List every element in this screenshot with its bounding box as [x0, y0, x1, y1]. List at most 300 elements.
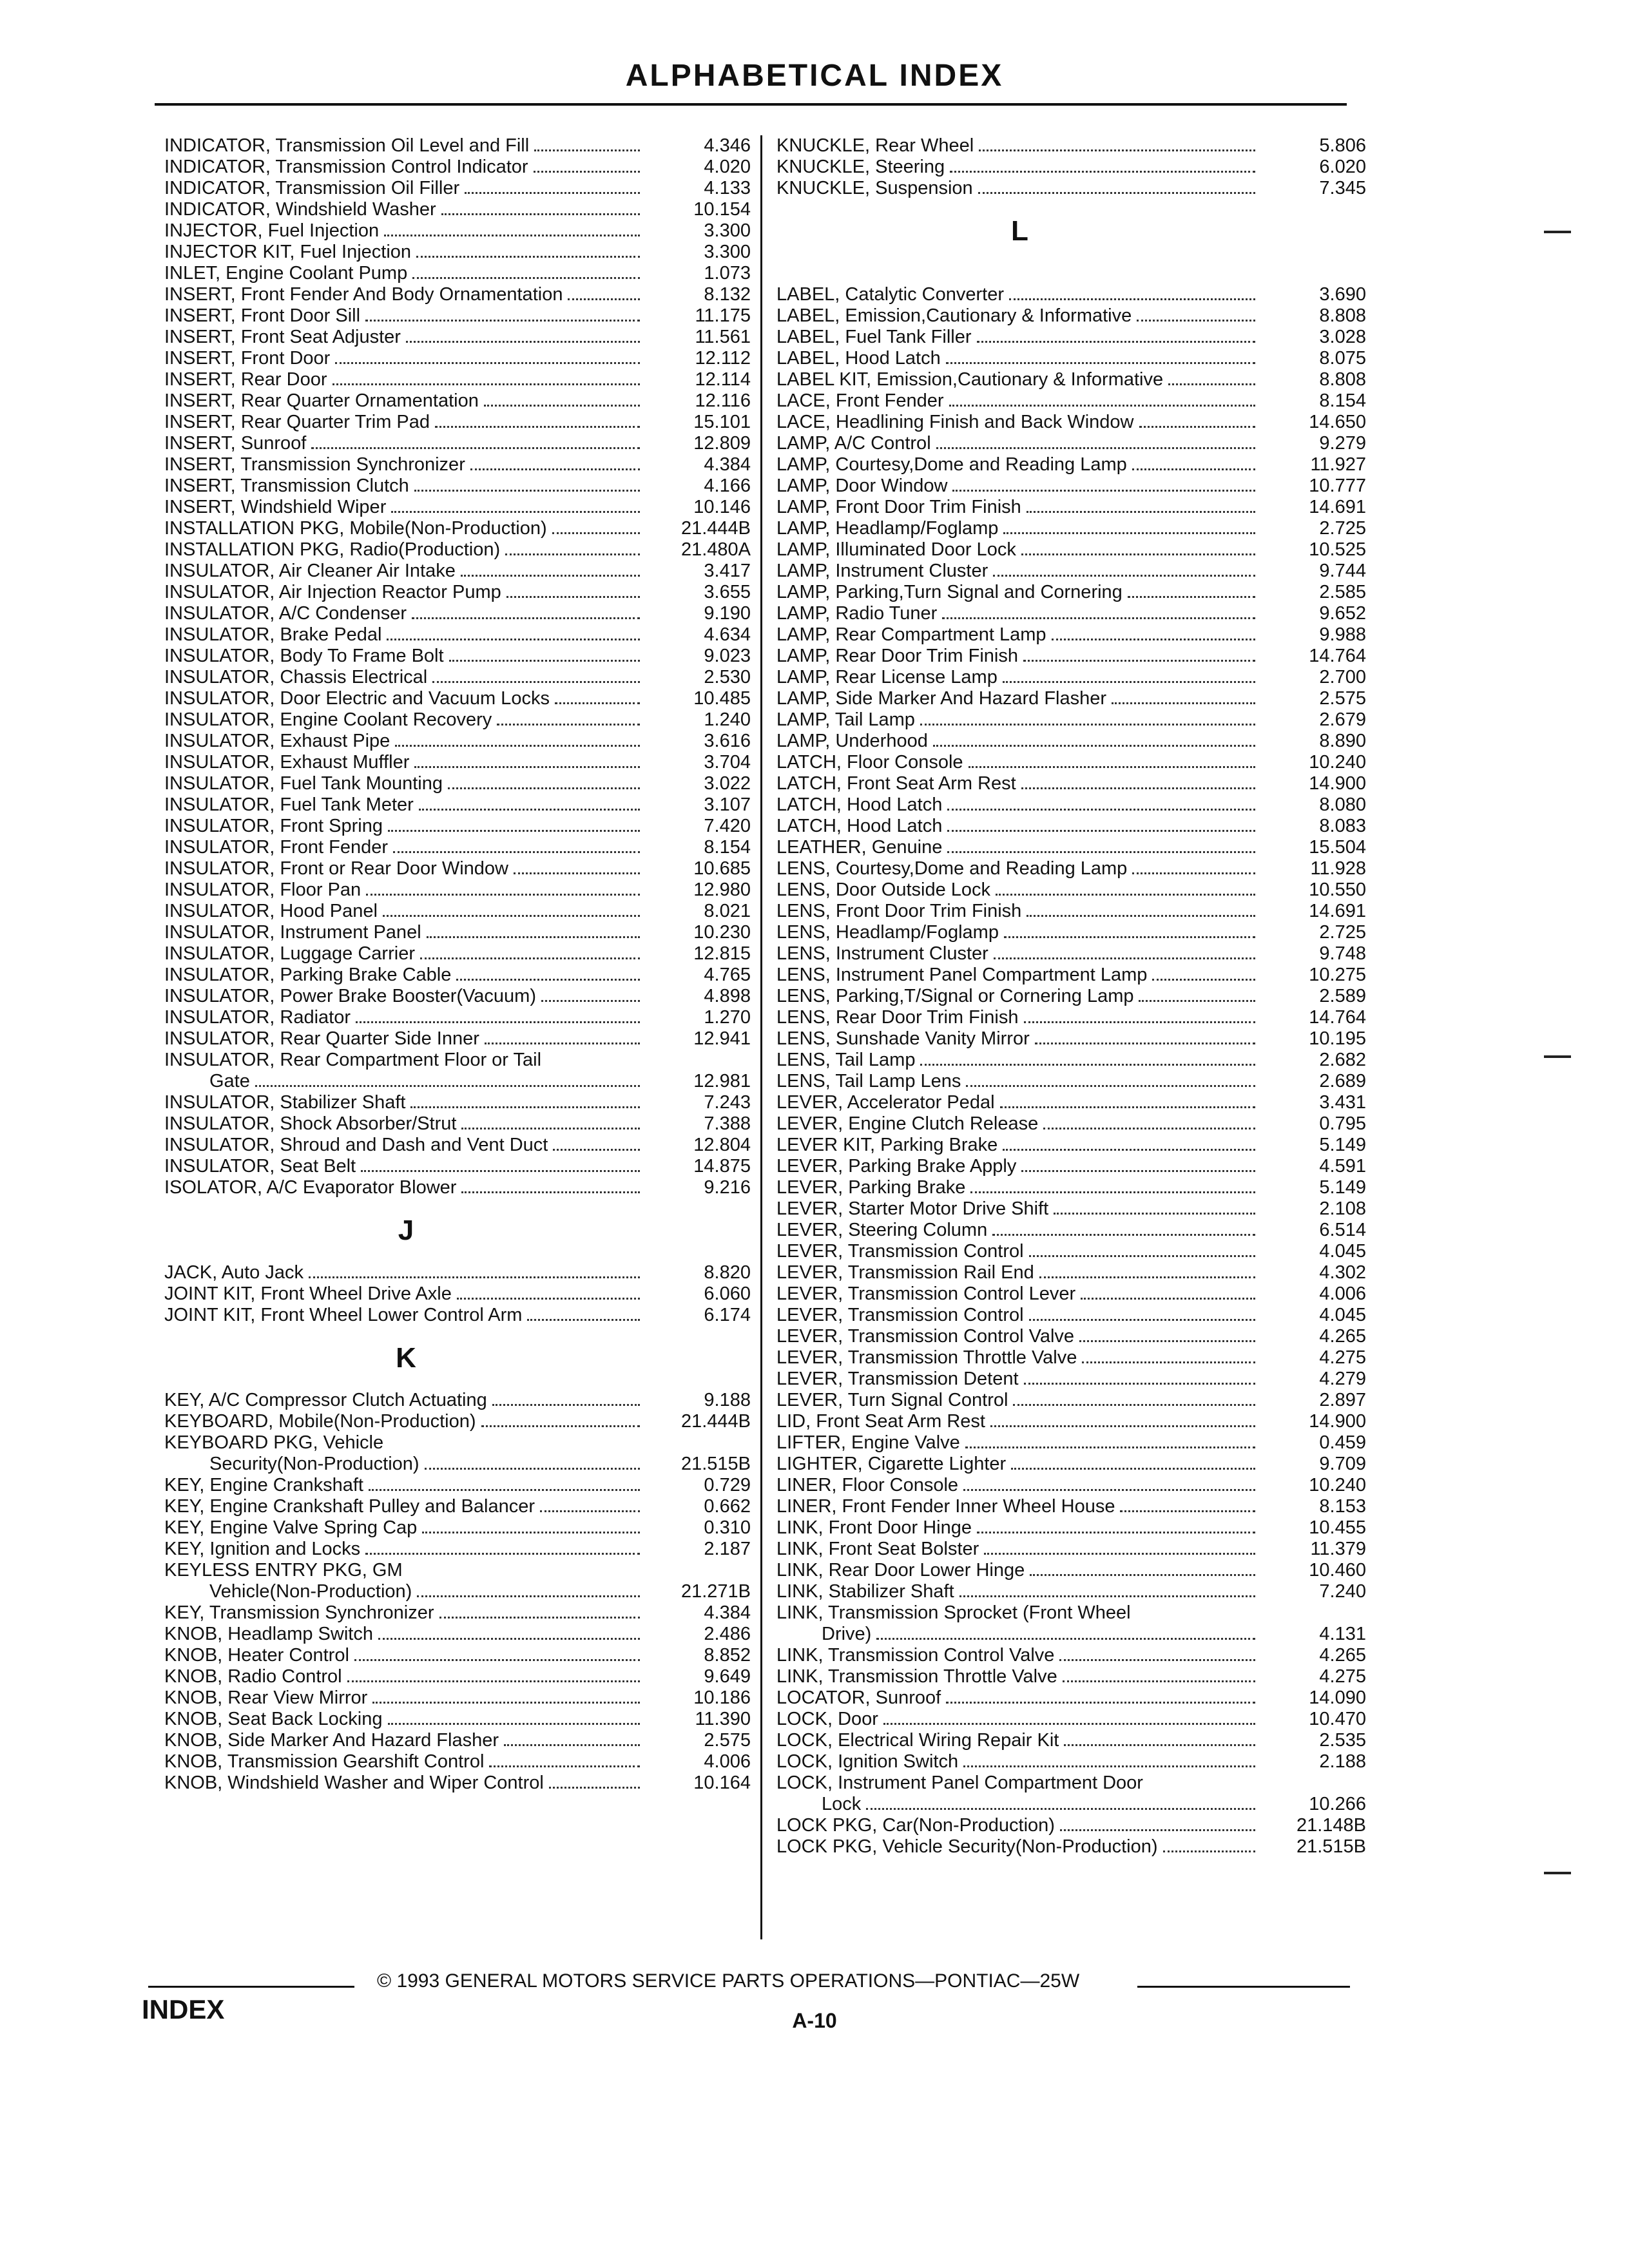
- index-entry: [164, 816, 751, 837]
- index-entry: [164, 539, 751, 561]
- entry-reference: 1.270: [704, 1007, 751, 1028]
- entry-name: KNOB, Windshield Washer and Wiper Control: [164, 1773, 544, 1793]
- entry-reference: 1.240: [704, 709, 751, 730]
- entry-reference: 10.470: [1309, 1709, 1366, 1729]
- entry-reference: 8.820: [704, 1262, 751, 1283]
- dot-leader: [366, 894, 640, 896]
- dot-leader: [1024, 1383, 1255, 1385]
- index-entry: [164, 858, 751, 879]
- entry-reference: 10.460: [1309, 1560, 1366, 1581]
- entry-reference: 11.175: [695, 305, 751, 326]
- dot-leader: [1021, 787, 1255, 789]
- entry-name: LOCK, Ignition Switch: [776, 1751, 959, 1772]
- entry-reference: 0.795: [1319, 1113, 1366, 1134]
- index-entry: [164, 1092, 751, 1113]
- dot-leader: [540, 1510, 640, 1512]
- index-entry: [776, 1198, 1366, 1220]
- entry-name: LENS, Headlamp/Foglamp: [776, 922, 999, 943]
- dot-leader: [950, 171, 1255, 173]
- entry-name: INSULATOR, Exhaust Pipe: [164, 731, 390, 751]
- entry-name: Lock: [822, 1794, 862, 1814]
- index-entry: [776, 1815, 1366, 1836]
- index-entry: [776, 518, 1366, 539]
- index-entry: [164, 1539, 751, 1560]
- index-entry: [776, 497, 1366, 518]
- entry-name: KEY, Ignition and Locks: [164, 1539, 361, 1559]
- entry-name: LEVER, Starter Motor Drive Shift: [776, 1198, 1049, 1219]
- dot-leader: [1027, 511, 1255, 513]
- entry-name: LENS, Courtesy,Dome and Reading Lamp: [776, 858, 1128, 879]
- dot-leader: [541, 1000, 640, 1002]
- dot-leader: [1132, 872, 1255, 874]
- index-column-left: [164, 135, 751, 1794]
- index-entry: [776, 582, 1366, 603]
- entry-name: INSERT, Rear Door: [164, 369, 327, 390]
- entry-name: JACK, Auto Jack: [164, 1262, 304, 1283]
- index-entry: [776, 1517, 1366, 1539]
- margin-tick-mark: [1544, 1055, 1571, 1058]
- column-divider: [760, 135, 762, 1939]
- entry-name: KNUCKLE, Suspension: [776, 178, 973, 198]
- index-entry: [776, 135, 1366, 157]
- entry-reference: 5.149: [1319, 1177, 1366, 1198]
- entry-name: INSULATOR, Chassis Electrical: [164, 667, 428, 687]
- dot-leader: [432, 681, 640, 683]
- index-entry: [776, 1241, 1366, 1262]
- entry-reference: 10.146: [693, 497, 751, 517]
- index-entry: [776, 1305, 1366, 1326]
- entry-reference: 21.515B: [1296, 1836, 1366, 1857]
- dot-leader: [1163, 1850, 1255, 1852]
- entry-name: INSERT, Rear Quarter Ornamentation: [164, 390, 479, 411]
- dot-leader: [1021, 1170, 1255, 1172]
- index-entry: [164, 561, 751, 582]
- title-divider: [155, 103, 1347, 106]
- section-letter-heading: L: [1011, 215, 1028, 247]
- entry-name: INDICATOR, Transmission Control Indicator: [164, 157, 528, 177]
- entry-reference: 0.729: [704, 1475, 751, 1495]
- index-entry: [164, 1730, 751, 1751]
- dot-leader: [506, 596, 640, 598]
- dot-leader: [883, 1723, 1255, 1725]
- entry-name: KEY, Transmission Synchronizer: [164, 1602, 434, 1623]
- dot-leader: [365, 320, 640, 322]
- entry-name: KEY, Engine Valve Spring Cap: [164, 1517, 418, 1538]
- entry-name: LEVER, Engine Clutch Release: [776, 1113, 1039, 1134]
- entry-reference: 9.190: [704, 603, 751, 624]
- index-entry: [776, 1071, 1366, 1092]
- entry-name: KEY, Engine Crankshaft Pulley and Balancer: [164, 1496, 535, 1517]
- entry-name: LOCK, Electrical Wiring Repair Kit: [776, 1730, 1059, 1751]
- dot-leader: [354, 1659, 640, 1661]
- entry-reference: 8.083: [1319, 816, 1366, 836]
- index-entry: [776, 1581, 1366, 1602]
- index-entry: [776, 922, 1366, 943]
- entry-name: LAMP, Rear License Lamp: [776, 667, 998, 687]
- index-entry: [776, 1156, 1366, 1177]
- dot-leader: [933, 745, 1255, 747]
- index-entry: [164, 199, 751, 220]
- entry-name: LEVER, Transmission Control: [776, 1241, 1024, 1262]
- entry-reference: 5.149: [1319, 1135, 1366, 1155]
- index-entry: [164, 1517, 751, 1539]
- index-entry: [776, 965, 1366, 986]
- entry-reference: 3.690: [1319, 284, 1366, 305]
- entry-reference: 7.420: [704, 816, 751, 836]
- entry-name: LOCK PKG, Vehicle Security(Non-Production): [776, 1836, 1158, 1857]
- entry-name: LINK, Front Door Hinge: [776, 1517, 972, 1538]
- dot-leader: [965, 1446, 1255, 1448]
- dot-leader: [1139, 426, 1256, 428]
- index-entry: [776, 178, 1366, 199]
- dot-leader: [456, 979, 640, 981]
- entry-reference: 2.679: [1319, 709, 1366, 730]
- index-entry: [776, 1432, 1366, 1454]
- index-entry: [164, 922, 751, 943]
- entry-name: INSULATOR, Luggage Carrier: [164, 943, 415, 964]
- entry-reference: 9.748: [1319, 943, 1366, 964]
- dot-leader: [1139, 1000, 1255, 1002]
- entry-name: LEVER, Transmission Detent: [776, 1369, 1019, 1389]
- section-letter-heading: J: [398, 1215, 414, 1246]
- entry-reference: 12.114: [695, 369, 751, 390]
- dot-leader: [979, 149, 1255, 151]
- entry-name: INSULATOR, A/C Condenser: [164, 603, 407, 624]
- dot-leader: [963, 1489, 1255, 1491]
- index-entry: [164, 135, 751, 157]
- dot-leader: [378, 1638, 640, 1640]
- entry-reference: 12.804: [693, 1135, 751, 1155]
- entry-reference: 4.279: [1319, 1369, 1366, 1389]
- entry-name: Drive): [822, 1624, 872, 1644]
- entry-name: INSULATOR, Hood Panel: [164, 901, 378, 921]
- index-entry: [776, 986, 1366, 1007]
- dot-leader: [422, 1532, 640, 1533]
- dot-leader: [946, 362, 1255, 364]
- entry-reference: 10.230: [693, 922, 751, 943]
- dot-leader: [412, 277, 640, 279]
- entry-reference: 0.459: [1319, 1432, 1366, 1453]
- entry-name: INSULATOR, Parking Brake Cable: [164, 965, 452, 985]
- entry-name: INSULATOR, Floor Pan: [164, 879, 361, 900]
- entry-reference: 14.875: [693, 1156, 751, 1177]
- entry-reference: 4.045: [1319, 1305, 1366, 1325]
- entry-reference: 14.900: [1309, 773, 1366, 794]
- entry-name: LAMP, Front Door Trim Finish: [776, 497, 1021, 517]
- index-entry: [164, 369, 751, 390]
- entry-name: LATCH, Front Seat Arm Rest: [776, 773, 1016, 794]
- index-entry: [776, 1560, 1366, 1581]
- entry-reference: 6.060: [704, 1283, 751, 1304]
- entry-name: LOCK, Door: [776, 1709, 878, 1729]
- index-entry: [164, 242, 751, 263]
- entry-name: INSULATOR, Rear Compartment Floor or Tail: [164, 1050, 542, 1070]
- entry-name: LOCK PKG, Car(Non-Production): [776, 1815, 1055, 1836]
- index-entry: [776, 1283, 1366, 1305]
- dot-leader: [1003, 1149, 1255, 1151]
- dot-leader: [1011, 1468, 1255, 1470]
- entry-reference: 15.101: [693, 412, 751, 432]
- entry-name: INSULATOR, Door Electric and Vacuum Locks: [164, 688, 550, 709]
- entry-name: KNUCKLE, Steering: [776, 157, 945, 177]
- entry-name: LAMP, Headlamp/Foglamp: [776, 518, 999, 539]
- index-entry: [776, 837, 1366, 858]
- entry-reference: 4.020: [704, 157, 751, 177]
- dot-leader: [414, 766, 640, 768]
- entry-name: INSERT, Front Door Sill: [164, 305, 361, 326]
- dot-leader: [977, 341, 1256, 343]
- entry-name: JOINT KIT, Front Wheel Drive Axle: [164, 1283, 452, 1304]
- entry-name: LEVER, Transmission Control Valve: [776, 1326, 1075, 1347]
- entry-reference: 8.808: [1319, 369, 1366, 390]
- index-entry: [164, 284, 751, 305]
- entry-reference: 12.941: [693, 1028, 751, 1049]
- entry-name: INSULATOR, Fuel Tank Mounting: [164, 773, 443, 794]
- dot-leader: [866, 1808, 1255, 1810]
- index-entry: [776, 646, 1366, 667]
- index-entry: [776, 943, 1366, 965]
- index-entry: [776, 1326, 1366, 1347]
- entry-name: KNOB, Headlamp Switch: [164, 1624, 373, 1644]
- dot-leader: [978, 192, 1255, 194]
- dot-leader: [1043, 1128, 1255, 1129]
- entry-name: INSTALLATION PKG, Mobile(Non-Production): [164, 518, 547, 539]
- dot-leader: [361, 1170, 640, 1172]
- index-entry: [164, 1390, 751, 1411]
- index-entry: [776, 1539, 1366, 1560]
- entry-name: LEVER, Transmission Rail End: [776, 1262, 1034, 1283]
- entry-reference: 4.384: [704, 454, 751, 475]
- dot-leader: [416, 256, 640, 258]
- entry-reference: 10.186: [693, 1687, 751, 1708]
- entry-reference: 12.809: [693, 433, 751, 454]
- entry-reference: 21.444B: [680, 1411, 751, 1432]
- entry-name: LENS, Rear Door Trim Finish: [776, 1007, 1019, 1028]
- entry-reference: 14.090: [1309, 1687, 1366, 1708]
- index-entry: [164, 1156, 751, 1177]
- dot-leader: [425, 1468, 640, 1470]
- entry-reference: 2.725: [1319, 518, 1366, 539]
- entry-name: JOINT KIT, Front Wheel Lower Control Arm: [164, 1305, 523, 1325]
- entry-reference: 2.575: [704, 1730, 751, 1751]
- index-entry: [164, 1432, 751, 1454]
- entry-name: LAMP, Instrument Cluster: [776, 561, 988, 581]
- entry-name: LEVER, Transmission Control Lever: [776, 1283, 1076, 1304]
- index-entry: [164, 582, 751, 603]
- index-entry: [776, 433, 1366, 454]
- entry-name: INSERT, Sunroof: [164, 433, 307, 454]
- index-entry: [776, 794, 1366, 816]
- index-entry: [164, 390, 751, 412]
- entry-reference: 4.265: [1319, 1326, 1366, 1347]
- entry-name: LAMP, Rear Door Trim Finish: [776, 646, 1018, 666]
- index-entry: [164, 1581, 751, 1602]
- dot-leader: [419, 809, 640, 811]
- index-entry: [776, 1390, 1366, 1411]
- entry-name: LEVER, Accelerator Pedal: [776, 1092, 995, 1113]
- entry-name: LEATHER, Genuine: [776, 837, 943, 858]
- entry-name: LEVER, Parking Brake: [776, 1177, 966, 1198]
- dot-leader: [966, 1085, 1255, 1087]
- index-entry: [164, 305, 751, 327]
- dot-leader: [489, 1765, 640, 1767]
- entry-reference: 4.898: [704, 986, 751, 1006]
- index-entry: [776, 731, 1366, 752]
- index-entry: [164, 1709, 751, 1730]
- dot-leader: [461, 575, 640, 577]
- entry-name: LEVER, Turn Signal Control: [776, 1390, 1008, 1410]
- entry-name: LENS, Door Outside Lock: [776, 879, 991, 900]
- index-entry: [164, 1687, 751, 1709]
- entry-reference: 4.006: [704, 1751, 751, 1772]
- entry-name: INJECTOR KIT, Fuel Injection: [164, 242, 412, 262]
- index-entry: [164, 794, 751, 816]
- index-entry: [164, 1666, 751, 1687]
- entry-name: KEYBOARD PKG, Vehicle: [164, 1432, 384, 1453]
- entry-reference: 10.550: [1309, 879, 1366, 900]
- dot-leader: [994, 957, 1255, 959]
- entry-reference: 21.148B: [1296, 1815, 1366, 1836]
- index-entry: [164, 263, 751, 284]
- index-entry: [164, 1007, 751, 1028]
- index-entry: [164, 901, 751, 922]
- entry-reference: 14.764: [1309, 1007, 1366, 1028]
- entry-name: KEY, Engine Crankshaft: [164, 1475, 363, 1495]
- dot-leader: [555, 702, 640, 704]
- entry-reference: 4.302: [1319, 1262, 1366, 1283]
- entry-name: Vehicle(Non-Production): [209, 1581, 412, 1602]
- entry-name: INDICATOR, Transmission Oil Filler: [164, 178, 460, 198]
- dot-leader: [963, 1765, 1255, 1767]
- entry-reference: 9.188: [704, 1390, 751, 1410]
- dot-leader: [1013, 1404, 1255, 1406]
- dot-leader: [461, 1191, 640, 1193]
- index-entry: [776, 348, 1366, 369]
- dot-leader: [952, 490, 1255, 492]
- entry-reference: 10.485: [693, 688, 751, 709]
- dot-leader: [461, 1128, 640, 1129]
- entry-name: LINK, Front Seat Bolster: [776, 1539, 979, 1559]
- entry-name: LENS, Front Door Trim Finish: [776, 901, 1022, 921]
- index-entry: [164, 178, 751, 199]
- index-entry: [164, 773, 751, 794]
- dot-leader: [1003, 532, 1255, 534]
- entry-reference: 4.765: [704, 965, 751, 985]
- entry-reference: 4.045: [1319, 1241, 1366, 1262]
- index-entry: [776, 1454, 1366, 1475]
- index-entry: [776, 1730, 1366, 1751]
- entry-reference: 3.300: [704, 242, 751, 262]
- entry-reference: 10.777: [1309, 476, 1366, 496]
- entry-reference: 9.216: [704, 1177, 751, 1198]
- index-entry: [164, 518, 751, 539]
- dot-leader: [410, 1106, 640, 1108]
- entry-reference: 10.195: [1309, 1028, 1366, 1049]
- entry-name: INSULATOR, Stabilizer Shaft: [164, 1092, 406, 1113]
- dot-leader: [420, 957, 640, 959]
- entry-name: LAMP, Door Window: [776, 476, 948, 496]
- entry-name: LINER, Front Fender Inner Wheel House: [776, 1496, 1115, 1517]
- dot-leader: [427, 936, 640, 938]
- index-entry: [164, 646, 751, 667]
- dot-leader: [1024, 1021, 1256, 1023]
- entry-reference: 2.689: [1319, 1071, 1366, 1091]
- dot-leader: [414, 490, 640, 492]
- entry-name: Security(Non-Production): [209, 1454, 419, 1474]
- dot-leader: [920, 724, 1255, 726]
- entry-name: INSULATOR, Exhaust Muffler: [164, 752, 410, 773]
- entry-reference: 3.417: [704, 561, 751, 581]
- dot-leader: [1021, 553, 1255, 555]
- dot-leader: [947, 830, 1255, 832]
- entry-name: INSULATOR, Shock Absorber/Strut: [164, 1113, 457, 1134]
- entry-reference: 21.271B: [680, 1581, 751, 1602]
- entry-reference: 7.240: [1319, 1581, 1366, 1602]
- entry-name: Gate: [209, 1071, 250, 1091]
- dot-leader: [484, 405, 640, 407]
- entry-reference: 8.021: [704, 901, 751, 921]
- entry-name: LEVER, Parking Brake Apply: [776, 1156, 1017, 1177]
- entry-reference: 9.279: [1319, 433, 1366, 454]
- entry-reference: 9.744: [1319, 561, 1366, 581]
- page-number: A-10: [792, 2009, 837, 2032]
- entry-name: LOCATOR, Sunroof: [776, 1687, 941, 1708]
- index-entry: [776, 1709, 1366, 1730]
- entry-reference: 0.310: [704, 1517, 751, 1538]
- entry-name: KEYBOARD, Mobile(Non-Production): [164, 1411, 476, 1432]
- entry-name: LINK, Transmission Throttle Valve: [776, 1666, 1057, 1687]
- entry-name: LEVER, Transmission Throttle Valve: [776, 1347, 1077, 1368]
- index-entry: [164, 1475, 751, 1496]
- dot-leader: [1027, 915, 1255, 917]
- dot-leader: [1000, 1106, 1255, 1108]
- index-entry: [776, 688, 1366, 709]
- dot-leader: [947, 851, 1255, 853]
- index-entry: [164, 1560, 751, 1581]
- entry-reference: 4.384: [704, 1602, 751, 1623]
- index-entry: [164, 1773, 751, 1794]
- dot-leader: [1152, 979, 1255, 981]
- dot-leader: [311, 447, 640, 449]
- index-entry: [776, 709, 1366, 731]
- footer-rule-left: [148, 1986, 354, 1988]
- dot-leader: [1120, 1510, 1255, 1512]
- entry-reference: 2.486: [704, 1624, 751, 1644]
- dot-leader: [395, 745, 640, 747]
- entry-name: INSULATOR, Front Fender: [164, 837, 389, 858]
- index-entry: [776, 1475, 1366, 1496]
- index-entry: [776, 1687, 1366, 1709]
- index-entry: [164, 1602, 751, 1624]
- index-entry: [776, 879, 1366, 901]
- entry-reference: 10.685: [693, 858, 751, 879]
- index-entry: [164, 667, 751, 688]
- entry-name: INSERT, Windshield Wiper: [164, 497, 387, 517]
- dot-leader: [947, 809, 1255, 811]
- dot-leader: [1023, 660, 1255, 662]
- entry-reference: 2.535: [1319, 1730, 1366, 1751]
- entry-reference: 10.240: [1309, 752, 1366, 773]
- entry-name: LABEL, Catalytic Converter: [776, 284, 1004, 305]
- index-entry: [164, 497, 751, 518]
- entry-name: INSULATOR, Fuel Tank Meter: [164, 794, 414, 815]
- dot-leader: [391, 511, 640, 513]
- entry-reference: 3.655: [704, 582, 751, 602]
- dot-leader: [492, 1404, 640, 1406]
- index-entry: [776, 1220, 1366, 1241]
- entry-name: LINK, Transmission Sprocket (Front Wheel: [776, 1602, 1131, 1623]
- entry-name: KEY, A/C Compressor Clutch Actuating: [164, 1390, 487, 1410]
